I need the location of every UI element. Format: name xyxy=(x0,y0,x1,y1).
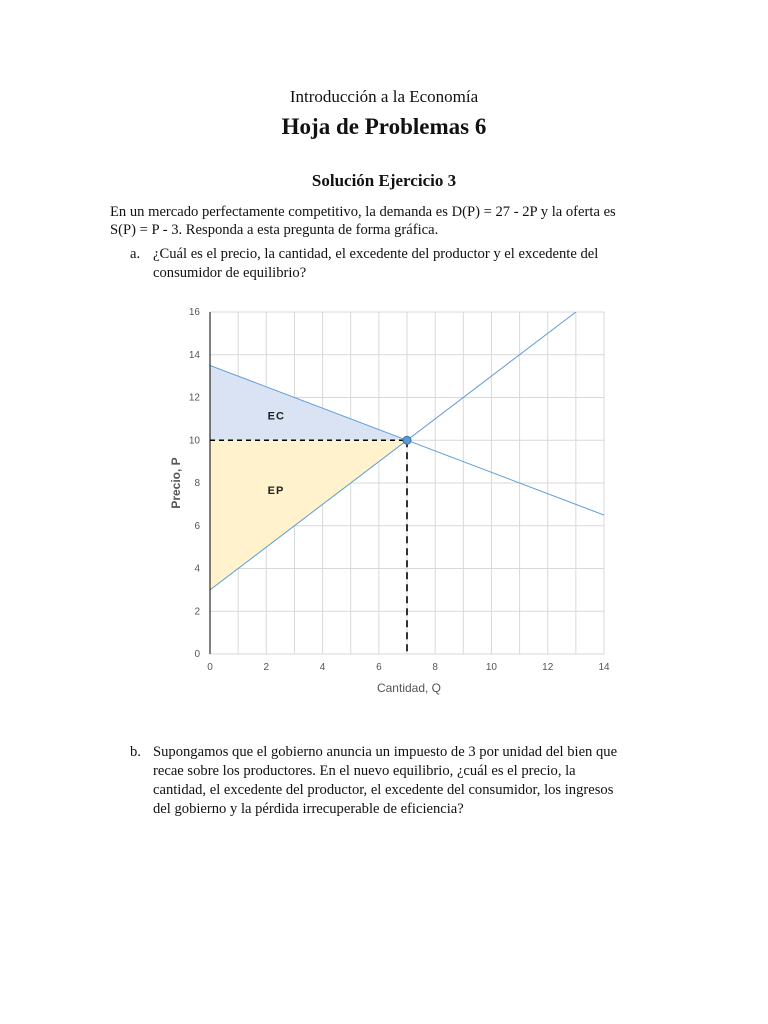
course-title: Introducción a la Economía xyxy=(289,87,479,106)
x-tick-label: 0 xyxy=(207,662,213,673)
question-line: del gobierno y la pérdida irrecuperable de eficiencia? xyxy=(153,801,464,817)
x-tick-label: 8 xyxy=(432,662,438,673)
y-axis-title: Precio, P xyxy=(169,457,183,509)
question-line: recae sobre los productores. En el nuevo equilibrio, ¿cuál es el precio, la xyxy=(153,763,576,779)
y-tick-label: 6 xyxy=(194,520,200,532)
question-label: b. xyxy=(130,744,141,760)
y-tick-label: 16 xyxy=(188,307,200,318)
y-tick-label: 8 xyxy=(194,478,200,489)
y-tick-label: 4 xyxy=(194,563,200,575)
y-tick-label: 12 xyxy=(188,392,200,404)
x-tick-label: 14 xyxy=(598,662,610,673)
area-label-ep: EP xyxy=(267,485,285,498)
area-label-ec: EC xyxy=(267,410,285,423)
equilibrium-point xyxy=(403,436,411,444)
x-tick-label: 10 xyxy=(485,662,497,673)
question-line: ¿Cuál es el precio, la cantidad, el excedente del productor y el excedente del xyxy=(153,246,599,262)
y-tick-label: 2 xyxy=(194,606,200,618)
sheet-title: Hoja de Problemas 6 xyxy=(281,114,487,139)
question-line: consumidor de equilibrio? xyxy=(153,265,307,281)
question-label: a. xyxy=(130,246,141,262)
y-tick-label: 10 xyxy=(188,435,200,447)
question-line: Supongamos que el gobierno anuncia un impuesto de 3 por unidad del bien que xyxy=(153,744,618,760)
x-tick-label: 4 xyxy=(319,662,326,673)
problem-statement-line: S(P) = P - 3. Responda a esta pregunta de forma gráfica. xyxy=(110,222,439,238)
problem-statement xyxy=(110,203,655,239)
solution-title: Solución Ejercicio 3 xyxy=(311,171,457,190)
y-tick-label: 0 xyxy=(194,649,200,660)
x-axis-title: Cantidad, Q xyxy=(376,681,442,695)
question-line: cantidad, el excedente del productor, el excedente del consumidor, los ingresos xyxy=(153,782,614,798)
y-tick-label: 14 xyxy=(188,349,200,361)
x-tick-label: 12 xyxy=(542,662,554,673)
supply-demand-chart xyxy=(160,298,620,703)
x-tick-label: 6 xyxy=(376,662,382,673)
x-tick-label: 2 xyxy=(263,662,270,673)
problem-statement-line: En un mercado perfectamente competitivo, la demanda es D(P) = 27 - 2P y la oferta es xyxy=(110,204,616,220)
